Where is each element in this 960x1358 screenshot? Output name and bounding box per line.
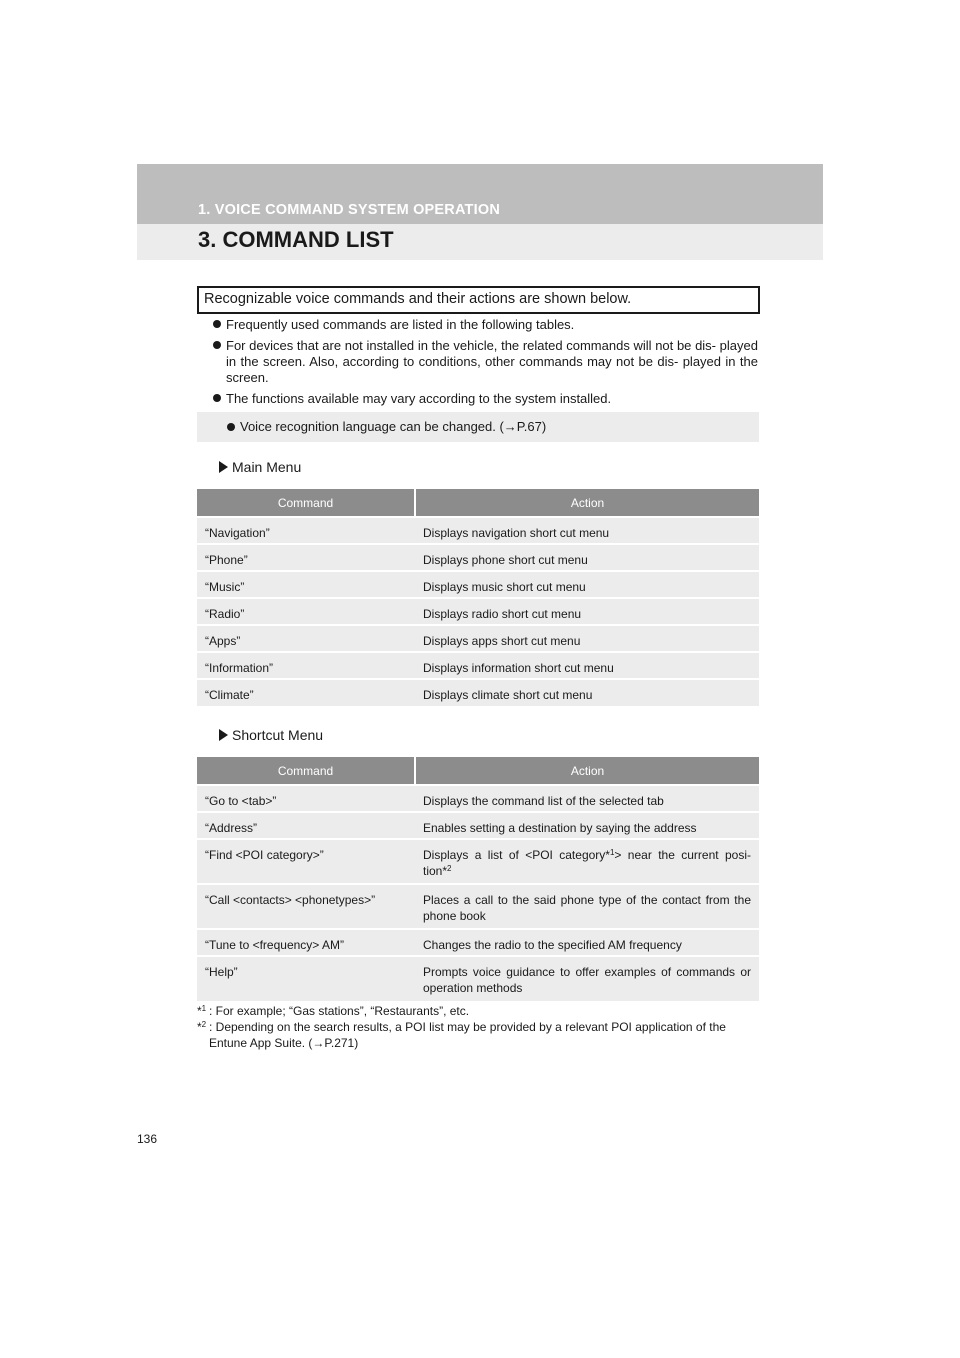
table-row	[197, 812, 759, 839]
intro-heading: Recognizable voice commands and their actions are shown below.	[204, 291, 632, 307]
action-cell: Displays information short cut menu	[415, 652, 759, 679]
action-text: Displays a list of <POI category*	[423, 848, 610, 862]
bullet-icon	[227, 423, 235, 431]
command-cell: “Navigation”	[197, 517, 415, 544]
shortcut-menu-table	[197, 757, 759, 1001]
footnote-item	[197, 1019, 757, 1051]
table-row	[197, 839, 759, 884]
command-cell: “Climate”	[197, 679, 415, 706]
footnote-number: 2	[201, 1020, 207, 1029]
footnote-text: : For example; “Gas stations”, “Restaurants”, etc.	[209, 1004, 470, 1018]
table-row	[197, 679, 759, 706]
command-cell: “Music”	[197, 571, 415, 598]
triangle-right-icon	[219, 461, 228, 473]
command-cell: “Call <contacts> <phonetypes>”	[197, 884, 415, 929]
action-cell	[415, 839, 759, 884]
footnote-item	[197, 1003, 757, 1019]
main-menu-table	[197, 489, 759, 706]
footnote-ref: 1	[609, 848, 615, 857]
shortcut-menu-heading-label: Shortcut Menu	[232, 727, 324, 743]
intro-bullet-list	[213, 317, 758, 412]
intro-box	[197, 286, 760, 314]
footnote-mark	[197, 1019, 206, 1035]
main-menu-heading	[219, 459, 301, 475]
table-row	[197, 598, 759, 625]
table-row	[197, 652, 759, 679]
footnote-text: : Depending on the search results, a POI list may be provided by a relevant POI application of the Entune App Suite. (→P.271)	[209, 1020, 726, 1050]
footnote-asterisk: *	[197, 1020, 202, 1034]
footnote-asterisk: *	[197, 1004, 202, 1018]
bullet-text: The functions available may vary according to the system installed.	[226, 391, 612, 406]
list-item	[213, 317, 758, 333]
action-cell: Enables setting a destination by saying the address	[415, 812, 759, 839]
table-row	[197, 625, 759, 652]
note-text: Voice recognition language can be changed. (→P.67)	[240, 419, 547, 434]
page-number: 136	[137, 1132, 158, 1146]
action-cell: Displays radio short cut menu	[415, 598, 759, 625]
command-cell: “Help”	[197, 956, 415, 1001]
action-cell: Displays apps short cut menu	[415, 625, 759, 652]
command-cell: “Tune to <frequency> AM”	[197, 929, 415, 956]
bullet-text: For devices that are not installed in the vehicle, the related commands will not be dis- played in the screen. Also, according to conditions, other commands may not be dis- played in the screen.	[226, 338, 758, 385]
triangle-right-icon	[219, 729, 228, 741]
table-header-row	[197, 489, 759, 517]
note-box	[197, 412, 759, 442]
action-cell: Displays music short cut menu	[415, 571, 759, 598]
table-row	[197, 571, 759, 598]
command-cell: “Go to <tab>”	[197, 785, 415, 812]
table-row	[197, 785, 759, 812]
action-cell: Places a call to the said phone type of the contact from the phone book	[415, 884, 759, 929]
footnote-number: 1	[201, 1004, 207, 1013]
list-item	[213, 391, 758, 407]
command-cell: “Find <POI category>”	[197, 839, 415, 884]
action-cell: Displays phone short cut menu	[415, 544, 759, 571]
column-header-action: Action	[415, 757, 759, 785]
bullet-icon	[213, 394, 221, 402]
bullet-icon	[213, 320, 221, 328]
action-cell: Changes the radio to the specified AM frequency	[415, 929, 759, 956]
page-title: 3. COMMAND LIST	[198, 227, 394, 252]
table-row	[197, 929, 759, 956]
action-cell: Displays climate short cut menu	[415, 679, 759, 706]
footnotes	[197, 1003, 757, 1051]
action-cell: Prompts voice guidance to offer examples of commands or operation methods	[415, 956, 759, 1001]
section-label: 1. VOICE COMMAND SYSTEM OPERATION	[198, 202, 500, 218]
column-header-command: Command	[197, 489, 415, 517]
command-cell: “Information”	[197, 652, 415, 679]
footnote-mark	[197, 1003, 206, 1019]
action-cell: Displays the command list of the selected tab	[415, 785, 759, 812]
table-row	[197, 956, 759, 1001]
command-cell: “Address”	[197, 812, 415, 839]
command-cell: “Radio”	[197, 598, 415, 625]
bullet-text: Frequently used commands are listed in the following tables.	[226, 317, 575, 332]
main-menu-heading-label: Main Menu	[232, 459, 302, 475]
table-header-row	[197, 757, 759, 785]
table-row	[197, 884, 759, 929]
command-cell: “Apps”	[197, 625, 415, 652]
action-text: > near the current posi- tion*	[423, 848, 751, 878]
footnote-ref: 2	[447, 864, 452, 873]
table-row	[197, 517, 759, 544]
shortcut-menu-heading	[219, 727, 323, 743]
bullet-icon	[213, 341, 221, 349]
action-cell: Displays navigation short cut menu	[415, 517, 759, 544]
list-item	[213, 338, 758, 386]
command-cell: “Phone”	[197, 544, 415, 571]
column-header-command: Command	[197, 757, 415, 785]
column-header-action: Action	[415, 489, 759, 517]
table-row	[197, 544, 759, 571]
